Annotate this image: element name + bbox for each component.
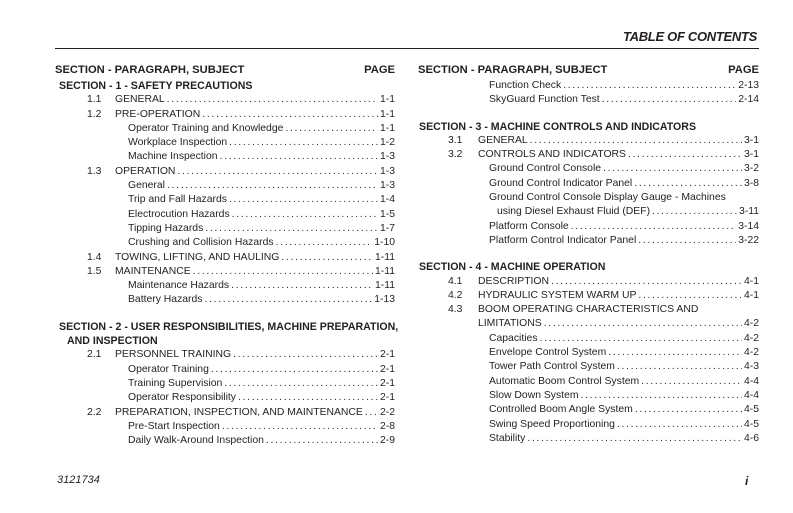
column-heading-subject: SECTION - PARAGRAPH, SUBJECT bbox=[418, 64, 608, 76]
entry-text: Tipping Hazards bbox=[128, 222, 204, 234]
entry-text: Capacities bbox=[489, 332, 538, 344]
dot-leader bbox=[628, 148, 742, 162]
toc-entry[interactable] bbox=[55, 348, 395, 362]
toc-entry[interactable] bbox=[55, 420, 395, 434]
toc-entry[interactable] bbox=[418, 432, 759, 446]
entry-number: 3.1 bbox=[448, 134, 463, 146]
entry-page: 4-1 bbox=[743, 289, 759, 301]
toc-left-column bbox=[55, 64, 399, 448]
entry-text: BOOM OPERATING CHARACTERISTICS AND bbox=[478, 304, 699, 316]
entry-text: Function Check bbox=[489, 80, 562, 91]
entry-text: Crushing and Collision Hazards bbox=[128, 237, 274, 249]
entry-page: 4-1 bbox=[743, 275, 759, 287]
entry-text: HYDRAULIC SYSTEM WARM UP bbox=[478, 289, 637, 301]
dot-leader bbox=[238, 391, 378, 405]
dot-leader bbox=[231, 279, 373, 293]
dot-leader bbox=[222, 420, 378, 434]
entry-text: Stability bbox=[489, 432, 526, 444]
header-rule bbox=[55, 48, 759, 49]
toc-entry[interactable] bbox=[418, 234, 759, 248]
entry-page: 1-3 bbox=[379, 165, 395, 177]
entry-number: 2.1 bbox=[87, 349, 102, 361]
dot-leader bbox=[167, 179, 378, 193]
entry-page: 3-11 bbox=[738, 206, 759, 218]
entry-page: 4-2 bbox=[743, 318, 759, 330]
entry-number: 1.3 bbox=[87, 165, 102, 177]
entry-text: using Diesel Exhaust Fluid (DEF) bbox=[497, 206, 651, 218]
entry-text: Platform Control Indicator Panel bbox=[489, 234, 637, 246]
toc-entry[interactable] bbox=[55, 222, 395, 236]
dot-leader bbox=[193, 265, 373, 279]
toc-entry[interactable] bbox=[418, 418, 759, 432]
toc-entry[interactable] bbox=[55, 363, 395, 377]
column-heading-subject: SECTION - PARAGRAPH, SUBJECT bbox=[55, 64, 245, 76]
entry-text: Pre-Start Inspection bbox=[128, 420, 220, 432]
entry-text: SkyGuard Function Test bbox=[489, 94, 600, 106]
entry-page: 1-1 bbox=[379, 108, 395, 120]
entry-number: 3.2 bbox=[448, 149, 463, 161]
dot-leader bbox=[233, 348, 378, 362]
toc-entry-multiline[interactable] bbox=[418, 303, 759, 317]
entry-page: 1-13 bbox=[374, 294, 395, 306]
dot-leader bbox=[205, 293, 373, 307]
dot-leader bbox=[608, 346, 742, 360]
column-heading-page: PAGE bbox=[364, 64, 395, 76]
entry-page: 1-1 bbox=[379, 94, 395, 106]
entry-text: Automatic Boom Control System bbox=[489, 375, 640, 387]
toc-entry-multiline-cont[interactable] bbox=[418, 205, 759, 219]
entry-page: 2-1 bbox=[379, 392, 395, 404]
dot-leader bbox=[617, 360, 742, 374]
toc-entry[interactable] bbox=[55, 179, 395, 193]
toc-entry[interactable] bbox=[55, 136, 395, 150]
dot-leader bbox=[167, 93, 378, 107]
entry-page: 3-8 bbox=[743, 177, 759, 189]
toc-entry[interactable] bbox=[55, 165, 395, 179]
entry-page: 1-3 bbox=[379, 180, 395, 192]
entry-number: 4.3 bbox=[448, 304, 463, 316]
dot-leader bbox=[224, 377, 378, 391]
dot-leader bbox=[365, 406, 378, 420]
dot-leader bbox=[602, 93, 737, 107]
toc-entry[interactable] bbox=[55, 406, 395, 420]
dot-leader bbox=[571, 220, 737, 234]
toc-entry[interactable] bbox=[55, 377, 395, 391]
section-4-entries bbox=[418, 275, 759, 304]
toc-entry[interactable] bbox=[418, 177, 759, 191]
entry-text: LIMITATIONS bbox=[478, 318, 542, 330]
entry-text: PREPARATION, INSPECTION, AND MAINTENANCE bbox=[115, 406, 363, 418]
toc-entry[interactable] bbox=[55, 279, 395, 293]
dot-leader bbox=[635, 403, 742, 417]
dot-leader bbox=[652, 205, 737, 219]
dot-leader bbox=[544, 317, 742, 331]
entry-page: 1-11 bbox=[374, 280, 395, 292]
toc-entry[interactable] bbox=[418, 403, 759, 417]
toc-entry[interactable] bbox=[418, 79, 759, 93]
section-2-title-cont: AND INSPECTION bbox=[67, 335, 158, 348]
entry-text: Platform Console bbox=[489, 220, 569, 232]
toc-entry[interactable] bbox=[55, 150, 395, 164]
entry-page: 4-2 bbox=[743, 332, 759, 344]
entry-text: TOWING, LIFTING, AND HAULING bbox=[115, 251, 280, 263]
toc-entry[interactable] bbox=[55, 265, 395, 279]
dot-leader bbox=[177, 165, 378, 179]
entry-page: 2-14 bbox=[738, 94, 759, 106]
dot-leader bbox=[638, 289, 742, 303]
entry-page: 2-13 bbox=[738, 80, 759, 91]
entry-text: Operator Responsibility bbox=[128, 392, 236, 404]
dot-leader bbox=[205, 222, 378, 236]
entry-text: PRE-OPERATION bbox=[115, 108, 201, 120]
dot-leader bbox=[530, 134, 742, 148]
dot-leader bbox=[527, 432, 742, 446]
entry-number: 1.5 bbox=[87, 265, 102, 277]
dot-leader bbox=[276, 236, 373, 250]
dot-leader bbox=[211, 363, 378, 377]
page-number: i bbox=[745, 474, 749, 488]
entry-page: 4-3 bbox=[743, 361, 759, 373]
entry-number: 1.1 bbox=[87, 94, 102, 106]
entry-page: 4-4 bbox=[743, 375, 759, 387]
entry-page: 1-10 bbox=[374, 237, 395, 249]
dot-leader bbox=[634, 177, 742, 191]
toc-entry[interactable] bbox=[418, 346, 759, 360]
toc-entry[interactable] bbox=[55, 122, 395, 136]
dot-leader bbox=[638, 234, 736, 248]
entry-page: 4-4 bbox=[743, 389, 759, 401]
entry-page: 1-11 bbox=[374, 265, 395, 277]
dot-leader bbox=[581, 389, 742, 403]
entry-text: Swing Speed Proportioning bbox=[489, 418, 615, 430]
entry-page: 2-8 bbox=[379, 420, 395, 432]
entry-text: PERSONNEL TRAINING bbox=[115, 349, 232, 361]
toc-entry[interactable] bbox=[55, 193, 395, 207]
entry-text: Controlled Boom Angle System bbox=[489, 404, 633, 416]
entry-text: Machine Inspection bbox=[128, 151, 218, 163]
toc-entry[interactable] bbox=[55, 293, 395, 307]
section-4-title: SECTION - 4 - MACHINE OPERATION bbox=[419, 261, 606, 274]
entry-number: 4.1 bbox=[448, 275, 463, 287]
entry-page: 1-3 bbox=[379, 151, 395, 163]
toc-entry[interactable] bbox=[418, 389, 759, 403]
entry-text: Electrocution Hazards bbox=[128, 208, 230, 220]
entry-text: Tower Path Control System bbox=[489, 361, 615, 373]
toc-entry[interactable] bbox=[418, 332, 759, 346]
entry-page: 4-2 bbox=[743, 347, 759, 359]
entry-text: Trip and Fall Hazards bbox=[128, 194, 227, 206]
entry-text: Workplace Inspection bbox=[128, 137, 228, 149]
entry-text: Ground Control Console Display Gauge - Machines bbox=[489, 192, 726, 204]
dot-leader bbox=[202, 108, 378, 122]
toc-entry[interactable] bbox=[418, 275, 759, 289]
entry-page: 3-14 bbox=[738, 220, 759, 232]
entry-page: 1-11 bbox=[374, 251, 395, 263]
entry-page: 2-1 bbox=[379, 377, 395, 389]
toc-entry[interactable] bbox=[55, 391, 395, 405]
entry-page: 4-6 bbox=[743, 432, 759, 444]
toc-entry[interactable] bbox=[55, 434, 395, 448]
entry-text: Operator Training and Knowledge bbox=[128, 122, 284, 134]
column-heading-page: PAGE bbox=[728, 64, 759, 76]
section-2-continued-entries bbox=[418, 79, 759, 108]
section-3-entries bbox=[418, 134, 759, 191]
entry-page: 1-2 bbox=[379, 137, 395, 149]
entry-page: 1-7 bbox=[379, 222, 395, 234]
toc-entry[interactable] bbox=[418, 93, 759, 107]
dot-leader bbox=[641, 375, 742, 389]
section-2-title: SECTION - 2 - USER RESPONSIBILITIES, MACHINE PREPARATION, bbox=[59, 320, 399, 333]
toc-entry[interactable] bbox=[418, 360, 759, 374]
section-2-entries bbox=[55, 348, 395, 448]
entry-page: 2-1 bbox=[379, 363, 395, 375]
entry-page: 3-2 bbox=[743, 163, 759, 175]
section-1-title: SECTION - 1 - SAFETY PRECAUTIONS bbox=[59, 80, 253, 92]
entry-text: Operator Training bbox=[128, 363, 209, 375]
entry-page: 3-22 bbox=[738, 234, 759, 246]
dot-leader bbox=[266, 434, 378, 448]
entry-page: 2-9 bbox=[379, 435, 395, 447]
entry-page: 2-1 bbox=[379, 349, 395, 361]
dot-leader bbox=[603, 162, 742, 176]
entry-page: 4-5 bbox=[743, 418, 759, 430]
entry-text: Ground Control Indicator Panel bbox=[489, 177, 633, 189]
column-heading bbox=[418, 64, 759, 79]
entry-number: 1.4 bbox=[87, 251, 102, 263]
dot-leader bbox=[617, 418, 742, 432]
toc-entry[interactable] bbox=[55, 108, 395, 122]
toc-entry[interactable] bbox=[55, 236, 395, 250]
dot-leader bbox=[229, 193, 378, 207]
entry-text: CONTROLS AND INDICATORS bbox=[478, 149, 626, 161]
section-1-entries bbox=[55, 93, 395, 307]
toc-entry-multiline[interactable] bbox=[418, 191, 759, 205]
toc-entry[interactable] bbox=[418, 148, 759, 162]
entry-text: OPERATION bbox=[115, 165, 176, 177]
document-number: 3121734 bbox=[57, 474, 100, 486]
dot-leader bbox=[540, 332, 742, 346]
entry-number: 4.2 bbox=[448, 289, 463, 301]
dot-leader bbox=[220, 150, 378, 164]
toc-entry[interactable] bbox=[418, 220, 759, 234]
entry-text: GENERAL bbox=[115, 94, 165, 106]
entry-number: 2.2 bbox=[87, 406, 102, 418]
entry-text: Slow Down System bbox=[489, 389, 579, 401]
dot-leader bbox=[285, 122, 378, 136]
dot-leader bbox=[551, 275, 742, 289]
entry-text: MAINTENANCE bbox=[115, 265, 191, 277]
entry-number: 1.2 bbox=[87, 108, 102, 120]
entry-text: General bbox=[128, 180, 165, 192]
toc-entry[interactable] bbox=[55, 251, 395, 265]
dot-leader bbox=[281, 251, 373, 265]
entry-text: GENERAL bbox=[478, 134, 528, 146]
entry-page: 2-2 bbox=[379, 406, 395, 418]
entry-text: Battery Hazards bbox=[128, 294, 203, 306]
entry-page: 1-5 bbox=[379, 208, 395, 220]
dot-leader bbox=[563, 79, 736, 93]
toc-entry[interactable] bbox=[55, 93, 395, 107]
section-3-title: SECTION - 3 - MACHINE CONTROLS AND INDICATORS bbox=[419, 120, 697, 133]
entry-page: 4-5 bbox=[743, 404, 759, 416]
section-3-entries-after bbox=[418, 220, 759, 249]
toc-entry[interactable] bbox=[418, 162, 759, 176]
entry-text: DESCRIPTION bbox=[478, 275, 550, 287]
toc-entry[interactable] bbox=[418, 289, 759, 303]
entry-text: Envelope Control System bbox=[489, 347, 607, 359]
entry-page: 1-1 bbox=[379, 122, 395, 134]
page-title: TABLE OF CONTENTS bbox=[622, 29, 757, 44]
section-4-entries-after bbox=[418, 332, 759, 446]
entry-page: 3-1 bbox=[743, 149, 759, 161]
entry-text: Daily Walk-Around Inspection bbox=[128, 435, 264, 447]
toc-right-column bbox=[418, 64, 759, 446]
entry-text: Ground Control Console bbox=[489, 163, 602, 175]
column-heading bbox=[55, 64, 395, 79]
toc-entry[interactable] bbox=[55, 208, 395, 222]
entry-page: 1-4 bbox=[379, 194, 395, 206]
dot-leader bbox=[229, 136, 378, 150]
dot-leader bbox=[232, 208, 378, 222]
entry-text: Maintenance Hazards bbox=[128, 280, 230, 292]
entry-text: Training Supervision bbox=[128, 377, 223, 389]
toc-entry[interactable] bbox=[418, 375, 759, 389]
toc-entry[interactable] bbox=[418, 134, 759, 148]
entry-page: 3-1 bbox=[743, 134, 759, 146]
toc-entry-multiline-cont[interactable] bbox=[418, 317, 759, 331]
